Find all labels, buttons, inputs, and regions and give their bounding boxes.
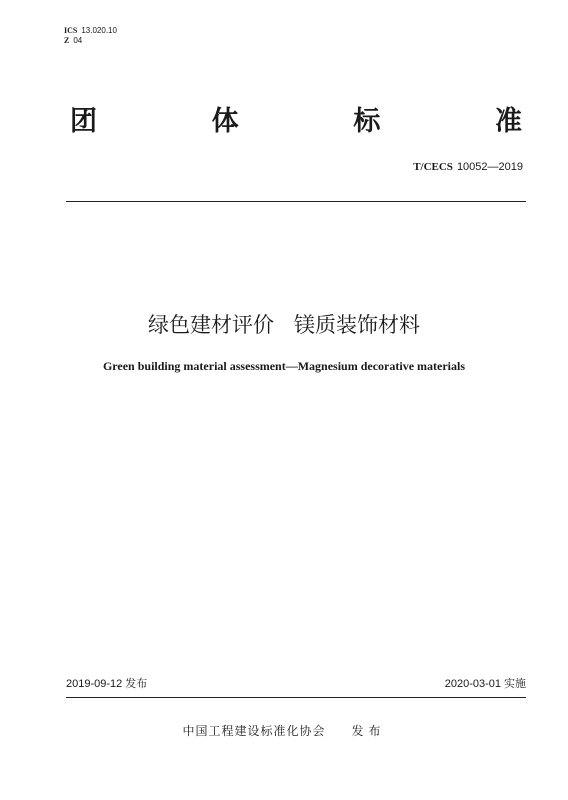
ics-label: ICS	[64, 26, 78, 35]
bottom-divider	[66, 697, 526, 698]
standard-type-heading	[70, 102, 522, 142]
standard-number	[413, 160, 523, 173]
standard-type-char: 团	[70, 106, 97, 137]
title-chinese: 绿色建材评价 镁质装饰材料	[147, 313, 421, 337]
implementation-date: 2020-03-01	[444, 678, 501, 690]
publisher-action: 发布	[351, 724, 386, 738]
issue-date-block	[66, 675, 147, 691]
issue-label: 发布	[125, 677, 148, 690]
ics-value: 13.020.10	[81, 26, 117, 35]
ccs-code-line	[64, 36, 117, 46]
top-divider	[66, 201, 526, 202]
standard-type-char: 标	[353, 106, 381, 137]
ccs-value: 04	[73, 36, 83, 45]
standard-number-value: 10052—2019	[456, 161, 523, 173]
implementation-date-block	[445, 675, 526, 691]
publisher-organization: 中国工程建设标准化协会	[182, 724, 326, 738]
ccs-label: Z	[64, 36, 70, 45]
classification-codes	[64, 26, 117, 46]
ics-code-line	[64, 26, 117, 36]
title-english: Green building material assessment—Magnesium decorative materials	[102, 359, 466, 373]
publisher-line	[0, 722, 568, 740]
standard-type-char: 准	[494, 106, 522, 137]
standard-number-prefix: T/CECS	[413, 161, 453, 173]
standard-type-char: 体	[211, 106, 239, 137]
issue-date: 2019-09-12	[66, 678, 123, 690]
implementation-label: 实施	[504, 677, 526, 690]
